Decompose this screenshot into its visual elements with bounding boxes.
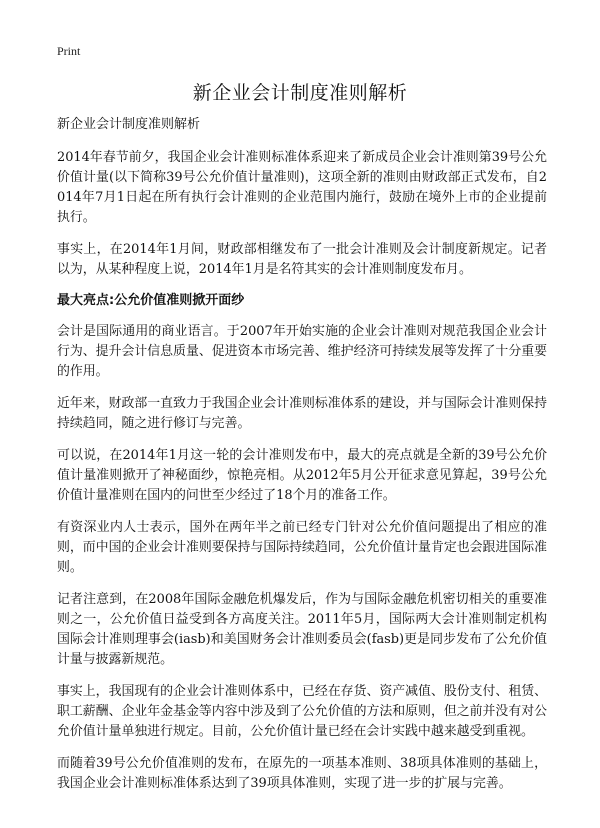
paragraph-7: 记者注意到，在2008年国际金融危机爆发后，作为与国际金融危机密切相关的重要准则之一，公允价值日益受到各方高度关注。2011年5月，国际两大会计准则制定机构国际会计准则理事会(iasb)和美国财务会计准则委员会(fasb)更是同步发布了公允价值计量与披露新规范。 — [57, 592, 547, 667]
paragraph-4: 近年来，财政部一直致力于我国企业会计准则标准体系的建设，并与国际会计准则保持持续趋同，随之进行修订与完善。 — [57, 396, 547, 431]
paragraph-5: 可以说，在2014年1月这一轮的会计准则发布中，最大的亮点就是全新的39号公允价值计量准则掀开了神秘面纱，惊艳亮相。从2012年5月公开征求意见算起，39号公允价值计量准则在国内的问世至少经过了18个月的准备工作。 — [57, 448, 547, 503]
article-subtitle: 新企业会计制度准则解析 — [57, 117, 201, 132]
paragraph-2: 事实上，在2014年1月间，财政部相继发布了一批会计准则及会计制度新规定。记者以为，从某种程度上说，2014年1月是名符其实的会计准则制度发布月。 — [57, 242, 547, 277]
paragraph-6: 有资深业内人士表示，国外在两年半之前已经专门针对公允价值问题提出了相应的准则，而中国的企业会计准则要保持与国际持续趋同，公允价值计量肯定也会跟进国际准则。 — [57, 520, 547, 575]
paragraph-8: 事实上，我国现有的企业会计准则体系中，已经在存货、资产减值、股份支付、租赁、职工薪酬、企业年金基金等内容中涉及到了公允价值的方法和原则，但之前并没有对公允价值计量单独进行规定。目前，公允价值计量已经在会计实践中越来越受到重视。 — [57, 684, 547, 739]
section-heading: 最大亮点:公允价值准则掀开面纱 — [57, 293, 245, 308]
page-title: 新企业会计制度准则解析 — [192, 82, 408, 104]
paragraph-3: 会计是国际通用的商业语言。于2007年开始实施的企业会计准则对规范我国企业会计行为、提升会计信息质量、促进资本市场完善、维护经济可持续发展等发挥了十分重要的作用。 — [57, 324, 547, 379]
paragraph-9: 而随着39号公允价值准则的发布，在原先的一项基本准则、38项具体准则的基础上，我国企业会计准则标准体系达到了39项具体准则，实现了进一步的扩展与完善。 — [57, 756, 547, 791]
print-link[interactable]: Print — [57, 44, 81, 58]
article-body — [57, 116, 547, 806]
paragraph-1: 2014年春节前夕，我国企业会计准则标准体系迎来了新成员企业会计准则第39号公允价值计量(以下简称39号公允价值计量准则)，这项全新的准则由财政部正式发布，自2014年7月1日起在所有执行会计准则的企业范围内施行，鼓励在境外上市的企业提前执行。 — [57, 150, 547, 225]
